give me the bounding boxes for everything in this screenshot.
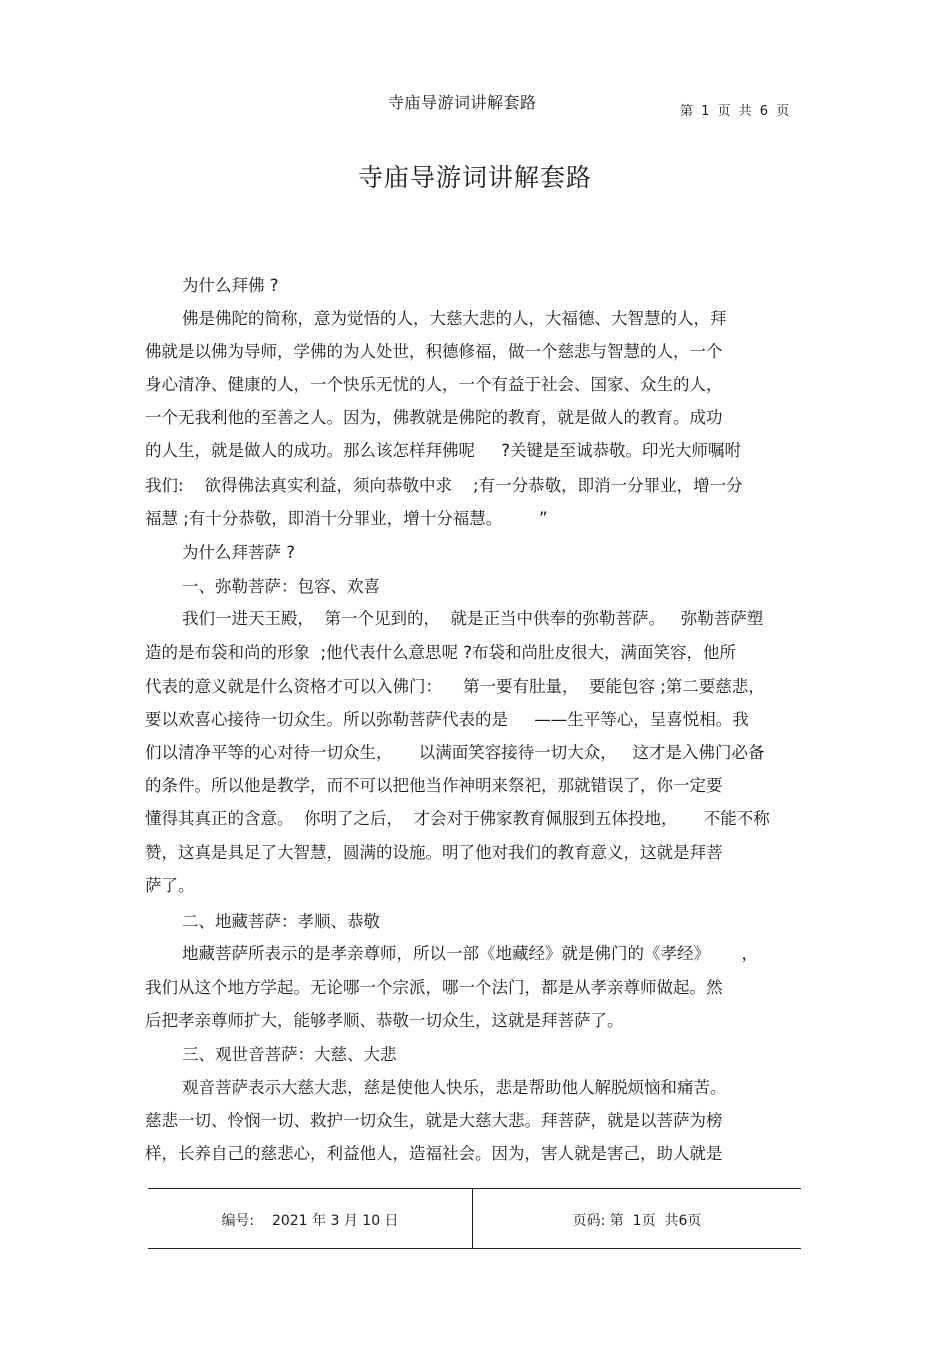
body-line: 佛就是以佛为导师，学佛的为人处世，积德修福，做一个慈悲与智慧的人，一个: [145, 342, 723, 361]
body-line: 观音菩萨表示大慈大悲，慈是使他人快乐，悲是帮助他人解脱烦恼和痛苦。: [182, 1078, 727, 1097]
body-line: 慈悲一切、怜悯一切、救护一切众生，就是大慈大悲。拜菩萨，就是以菩萨为榜: [145, 1111, 723, 1130]
body-line: 为什么拜佛 ?: [182, 276, 279, 295]
body-line: 我们一进天王殿， 第一个见到的， 就是正当中供奉的弥勒菩萨。 弥勒菩萨塑: [182, 609, 764, 628]
body-line: 的人生，就是做人的成功。那么该怎样拜佛呢 ?关键是至诚恭敬。印光大师嘱咐: [145, 441, 741, 460]
document-title: 寺庙导游词讲解套路: [357, 163, 592, 192]
body-line: 代表的意义就是什么资格才可以入佛门： 第一要有肚量， 要能包容 ;第二要慈悲，: [145, 677, 765, 696]
footer-page-number: 页码: 第 1页 共6页: [572, 1213, 702, 1229]
running-header-title: 寺庙导游词讲解套路: [388, 93, 537, 112]
body-line: 们以清净平等的心对待一切众生， 以满面笑容接待一切大众， 这才是入佛门必备: [145, 743, 765, 762]
section-heading: 二、地藏菩萨：孝顺、恭敬: [182, 912, 380, 931]
body-line: 赞，这真是具足了大智慧，圆满的设施。明了他对我们的教育意义，这就是拜菩: [145, 843, 723, 862]
body-line: 后把孝亲尊师扩大，能够孝顺、恭敬一切众生，这就是拜菩萨了。: [145, 1011, 624, 1030]
body-line: 要以欢喜心接待一切众生。所以弥勒菩萨代表的是 ——生平等心，呈喜悦相。我: [145, 710, 749, 729]
section-heading: 为什么拜菩萨 ?: [182, 543, 296, 562]
body-line: 佛是佛陀的简称，意为觉悟的人，大慈大悲的人，大福德、大智慧的人，拜: [182, 309, 727, 328]
running-header-page-indicator: 第 1 页 共 6 页: [680, 104, 792, 119]
body-line: 萨了。: [145, 876, 195, 895]
body-line: 懂得其真正的含意。 你明了之后， 才会对于佛家教育佩服到五体投地， 不能不称: [145, 809, 770, 828]
footer-rule-bottom: [148, 1248, 801, 1249]
body-line: 福慧 ;有十分恭敬，即消十分罪业，增十分福慧。 ”: [145, 509, 548, 528]
body-line: 我们从这个地方学起。无论哪一个宗派，哪一个法门，都是从孝亲尊师做起。然: [145, 978, 723, 997]
body-line: 一个无我利他的至善之人。因为，佛教就是佛陀的教育，就是做人的教育。成功: [145, 408, 723, 427]
footer-rule-top: [148, 1188, 801, 1189]
body-line: 身心清净、健康的人，一个快乐无忧的人，一个有益于社会、国家、众生的人，: [145, 375, 723, 394]
body-line: 地藏菩萨所表示的是孝亲尊师，所以一部《地藏经》就是佛门的《孝经》 ，: [182, 944, 758, 963]
footer-serial-date: 编号: 2021 年 3 月 10 日: [221, 1213, 399, 1229]
section-heading: 一、弥勒菩萨：包容、欢喜: [182, 577, 380, 596]
body-line: 样，长养自己的慈悲心，利益他人，造福社会。因为，害人就是害己，助人就是: [145, 1144, 723, 1163]
body-line: 造的是布袋和尚的形象 ;他代表什么意思呢 ?布袋和尚肚皮很大，满面笑容，他所: [145, 643, 737, 662]
body-line: 的条件。所以他是教学，而不可以把他当作神明来祭祀，那就错误了，你一定要: [145, 776, 723, 795]
body-line: 我们: 欲得佛法真实利益，须向恭敬中求 ;有一分恭敬，即消一分罪业，增一分: [145, 476, 743, 495]
section-heading: 三、观世音菩萨：大慈、大悲: [182, 1045, 397, 1064]
